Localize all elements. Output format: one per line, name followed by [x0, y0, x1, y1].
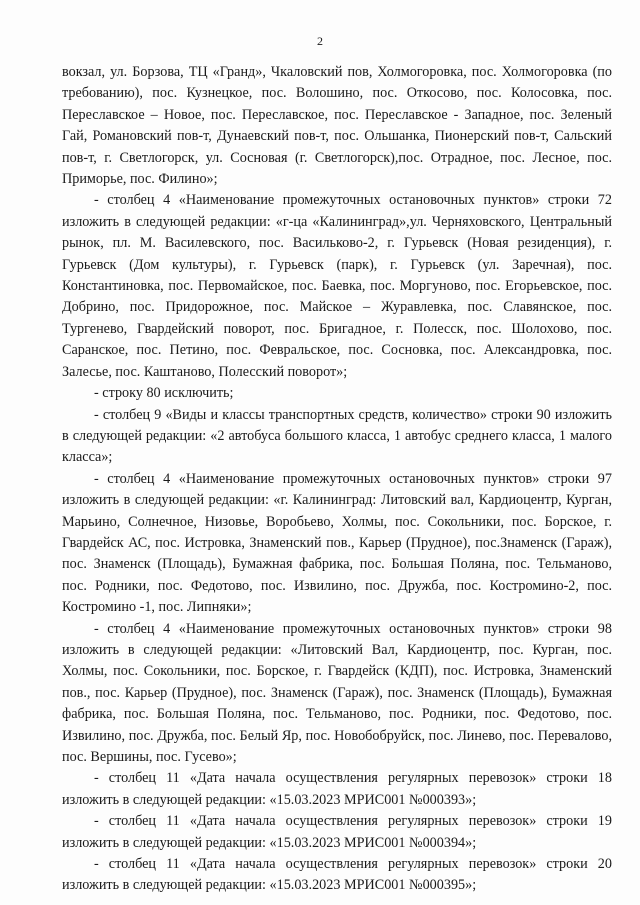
- paragraph-row-98: - столбец 4 «Наименование промежуточных остановочных пунктов» строки 98 изложить в следующей редакции: «Литовский Вал, Кардиоцентр, пос. Курган, пос. Холмы, пос. Сокольники, пос. Борское, г. Гвардейск (КДП), пос. Истровка, Знаменский пов., пос. Карьер (Прудное), пос. Знаменск (Гараж), пос. Знаменск (Площадь), Бумажная фабрика, пос. Большая Поляна, пос. Тельманово, пос. Родники, пос. Федотово, пос. Извилино, пос. Дружба, пос. Белый Яр, пос. Новобобруйск, пос. Линево, пос. Перевалово, пос. Вершины, пос. Гусево»;: [62, 620, 612, 765]
- paragraph-continuation: вокзал, ул. Борзова, ТЦ «Гранд», Чкаловский пов, Холмогоровка, пос. Холмогоровка (по требованию), пос. Кузнецкое, пос. Волошино, пос. Откосово, пос. Колосовка, пос. Переславское – Новое, пос. Переславское, пос. Переславское - Западное, пос. Зеленый Гай, Романовский пов-т, Дунаевский пов-т, пос. Ольшанка, Пионерский пов-т, Сальский пов-т, г. Светлогорск, ул. Сосновая (г. Светлогорск),пос. Отрадное, пос. Лесное, пос. Приморье, пос. Филино»;: [62, 64, 612, 188]
- paragraph-row-80: - строку 80 исключить;: [94, 385, 234, 402]
- paragraph-row-18: - столбец 11 «Дата начала осуществления регулярных перевозок» строки 18 изложить в следующей редакции: «15.03.2023 МРИС001 №000393»;: [62, 770, 612, 808]
- paragraph-row-72: - столбец 4 «Наименование промежуточных остановочных пунктов» строки 72 изложить в следующей редакции: «г-ца «Калининград»,ул. Черняховского, Центральный рынок, пл. М. Василевского, пос. Васильково-2, г. Гурьевск (Новая резиденция), г. Гурьевск (Дом культуры), г. Гурьевск (парк), г. Гурьевск (ул. Заречная), пос. Константиновка, пос. Первомайское, пос. Баевка, пос. Моргуново, пос. Егорьевское, пос. Добрино, пос. Придорожное, пос. Майское – Журавлевка, пос. Славянское, пос. Тургенево, Гвардейский поворот, пос. Бригадное, г. Полесск, пос. Шолохово, пос. Саранское, пос. Петино, пос. Февральское, пос. Сосновка, пос. Александровка, пос. Залесье, пос. Каштаново, Полесский поворот»;: [62, 192, 612, 380]
- paragraph-row-97: - столбец 4 «Наименование промежуточных остановочных пунктов» строки 97 изложить в следующей редакции: «г. Калининград: Литовский вал, Кардиоцентр, Курган, Марьино, Солнечное, Низовье, Воробьево, Холмы, пос. Сокольники, пос. Борское, г. Гвардейск АС, пос. Истровка, Знаменский пов., Карьер (Прудное), пос.Знаменск (Гараж), пос. Знаменск (Площадь), Бумажная фабрика, пос. Большая Поляна, пос. Тельманово, пос. Родники, пос. Федотово, пос. Извилино, пос. Дружба, пос. Костромино-2, пос. Костромино -1, пос. Липняки»;: [62, 470, 612, 616]
- document-body: [62, 62, 612, 897]
- paragraph-row-19: - столбец 11 «Дата начала осуществления регулярных перевозок» строки 19 изложить в следующей редакции: «15.03.2023 МРИС001 №000394»;: [62, 813, 612, 851]
- paragraph-row-20: - столбец 11 «Дата начала осуществления регулярных перевозок» строки 20 изложить в следующей редакции: «15.03.2023 МРИС001 №000395»;: [62, 856, 612, 894]
- paragraph-row-90: - столбец 9 «Виды и классы транспортных средств, количество» строки 90 изложить в следующей редакции: «2 автобуса большого класса, 1 автобус среднего класса, 1 малого класса»;: [62, 406, 612, 466]
- page-number: 2: [317, 34, 323, 48]
